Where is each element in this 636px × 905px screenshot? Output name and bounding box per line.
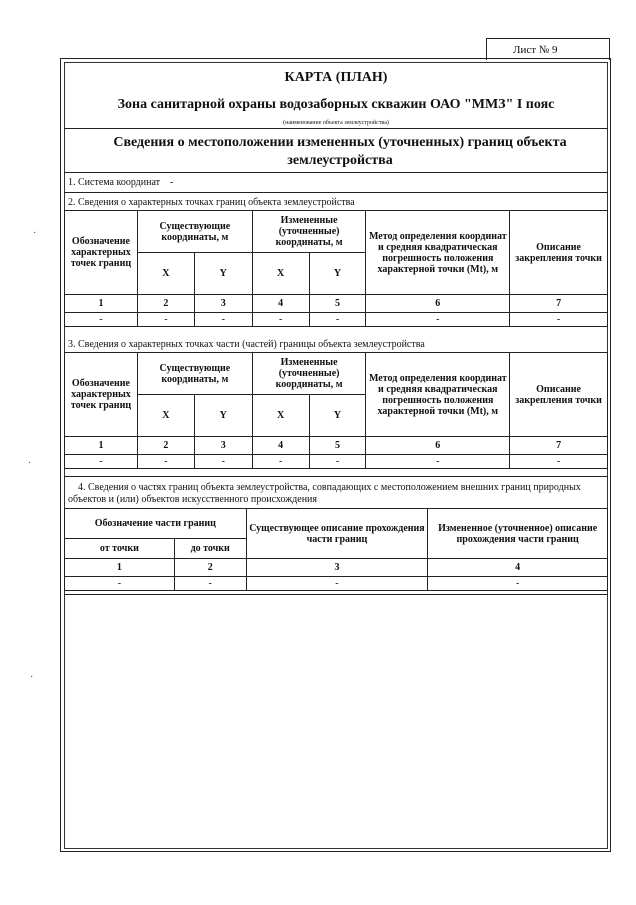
header-designation: Обозначение характерных точек границ (65, 211, 138, 295)
header-description: Описание закрепления точки (510, 353, 608, 437)
divider (64, 594, 608, 595)
header-y: Y (194, 395, 252, 437)
header-x: X (252, 253, 309, 295)
divider (64, 192, 608, 193)
col-number: 6 (366, 295, 510, 313)
header-existing-description: Существующее описание прохождения части границ (246, 509, 428, 559)
header-description: Описание закрепления точки (510, 211, 608, 295)
header-method: Метод определения координат и средняя квадратическая погрешность положения характерной точки (Mt), м (366, 353, 510, 437)
cell: - (510, 455, 608, 469)
col-number: 2 (174, 559, 246, 577)
header-changed-coords: Измененные (уточненные) координаты, м (252, 211, 366, 253)
col-number: 3 (246, 559, 428, 577)
cell: - (252, 455, 309, 469)
cell: - (428, 577, 608, 591)
document-title: КАРТА (ПЛАН) (284, 70, 388, 85)
coordinate-system-row (68, 177, 173, 188)
table-row (65, 313, 608, 327)
divider (64, 476, 608, 477)
cell: - (366, 455, 510, 469)
header-y: Y (309, 253, 366, 295)
table-row (65, 577, 608, 591)
cell: - (65, 455, 138, 469)
scan-speck: · (33, 228, 37, 239)
header-existing-coords: Существующие координаты, м (137, 353, 252, 395)
col-number: 6 (366, 437, 510, 455)
cell: - (194, 455, 252, 469)
col-number: 2 (137, 295, 194, 313)
header-from-point: от точки (65, 539, 175, 559)
col-number: 1 (65, 437, 138, 455)
section-heading: Сведения о местоположении измененных (уточненных) границ объекта землеустройства (113, 135, 567, 168)
cell: - (366, 313, 510, 327)
header-y: Y (194, 253, 252, 295)
col-number: 4 (252, 437, 309, 455)
coordinate-system-value: - (170, 177, 174, 188)
cell: - (510, 313, 608, 327)
column-numbers-row (65, 559, 608, 577)
col-number: 7 (510, 295, 608, 313)
cell: - (309, 455, 366, 469)
coordinate-system-label: 1. Система координат (68, 177, 161, 188)
header-changed-coords: Измененные (уточненные) координаты, м (252, 353, 366, 395)
boundary-points-table (64, 210, 608, 327)
header-method: Метод определения координат и средняя квадратическая погрешность положения характерной точки (Mt), м (366, 211, 510, 295)
object-name: Зона санитарной охраны водозаборных скважин ОАО "ММЗ" I пояс (117, 97, 555, 112)
header-to-point: до точки (174, 539, 246, 559)
cell: - (137, 455, 194, 469)
cell: - (65, 313, 138, 327)
section-4-heading: 4. Сведения о частях границ объекта землеустройства, совпадающих с местоположением внешних границ природных объектов и (или) объектов искусственного происхождения (68, 482, 581, 505)
boundary-part-points-table (64, 352, 608, 469)
col-number: 5 (309, 295, 366, 313)
boundary-parts-table (64, 508, 608, 591)
scan-speck: · (30, 672, 34, 683)
cell: - (194, 313, 252, 327)
cell: - (252, 313, 309, 327)
column-numbers-row (65, 295, 608, 313)
cell: - (174, 577, 246, 591)
col-number: 7 (510, 437, 608, 455)
header-changed-description: Измененное (уточненное) описание прохождения части границ (428, 509, 608, 559)
object-name-caption: (наименование объекта землеустройства) (283, 120, 389, 126)
cell: - (137, 313, 194, 327)
divider (64, 128, 608, 129)
table-row (65, 455, 608, 469)
col-number: 3 (194, 295, 252, 313)
column-numbers-row (65, 437, 608, 455)
divider (64, 172, 608, 173)
sheet-number: Лист № 9 (486, 38, 610, 60)
section-3-heading: 3. Сведения о характерных точках части (частей) границы объекта землеустройства (68, 339, 425, 350)
header-part-designation: Обозначение части границ (65, 509, 247, 539)
col-number: 4 (252, 295, 309, 313)
header-y: Y (309, 395, 366, 437)
col-number: 4 (428, 559, 608, 577)
cell: - (246, 577, 428, 591)
header-x: X (137, 253, 194, 295)
scan-speck: · (28, 458, 32, 469)
header-x: X (137, 395, 194, 437)
section-2-heading: 2. Сведения о характерных точках границ объекта землеустройства (68, 197, 355, 208)
header-designation: Обозначение характерных точек границ (65, 353, 138, 437)
header-existing-coords: Существующие координаты, м (137, 211, 252, 253)
cell: - (309, 313, 366, 327)
col-number: 1 (65, 295, 138, 313)
col-number: 1 (65, 559, 175, 577)
header-x: X (252, 395, 309, 437)
cell: - (65, 577, 175, 591)
col-number: 3 (194, 437, 252, 455)
col-number: 5 (309, 437, 366, 455)
col-number: 2 (137, 437, 194, 455)
